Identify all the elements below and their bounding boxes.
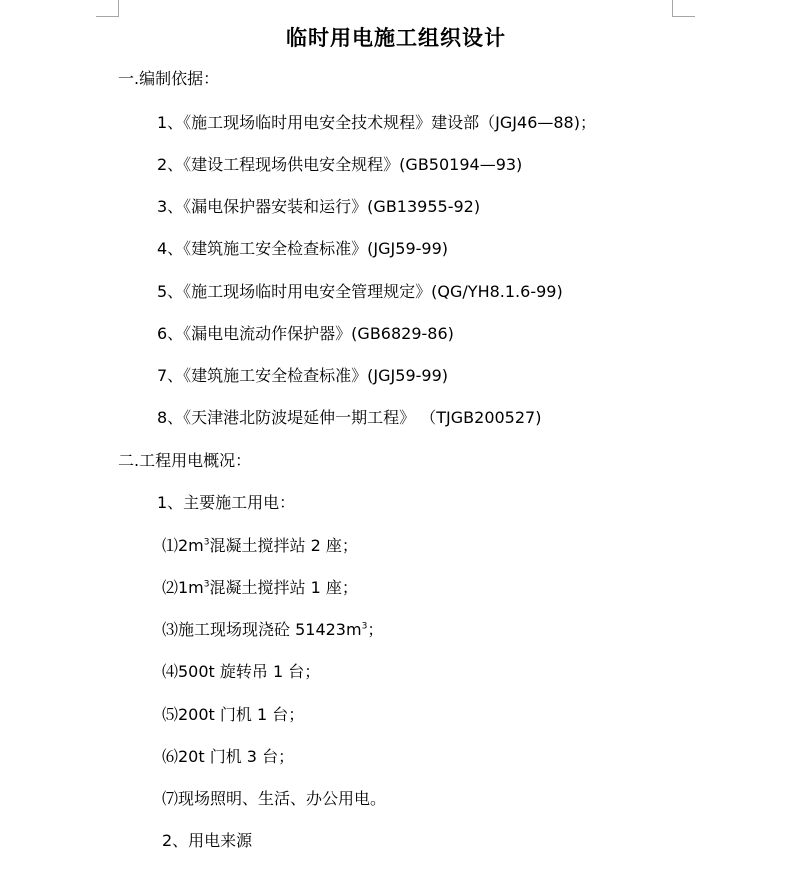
basis-item: 5、《施工现场临时用电安全管理规定》(QG/YH8.1.6-99) <box>157 282 563 301</box>
power-item-text: 混凝土搅拌站 2 座； <box>209 536 358 555</box>
power-item <box>162 535 358 557</box>
power-item <box>162 577 358 599</box>
sub-heading-main-power: 1、主要施工用电： <box>157 493 296 512</box>
power-item: ⑷500t 旋转吊 1 台； <box>162 662 321 681</box>
basis-item: 3、《漏电保护器安装和运行》(GB13955-92) <box>157 197 481 216</box>
basis-item: 8、《天津港北防波堤延伸一期工程》 （TJGB200527) <box>157 408 542 427</box>
basis-item: 4、《建筑施工安全检查标准》(JGJ59-99) <box>157 239 448 258</box>
basis-item: 6、《漏电电流动作保护器》(GB6829-86) <box>157 324 454 343</box>
document-title: 临时用电施工组织设计 <box>286 26 506 50</box>
power-item-text: ⑴2m <box>162 536 204 555</box>
power-item: ⑸200t 门机 1 台； <box>162 705 305 724</box>
sub-heading-power-source: 2、用电来源 <box>162 831 253 850</box>
basis-item: 7、《建筑施工安全检查标准》(JGJ59-99) <box>157 366 448 385</box>
power-item: ⑹20t 门机 3 台； <box>162 747 295 766</box>
power-item-text: ⑵1m <box>162 578 204 597</box>
power-item-text: ⑶施工现场现浇砼 51423m <box>162 620 362 639</box>
superscript-unit: 3 <box>203 579 210 590</box>
superscript-unit: 3 <box>361 621 368 632</box>
power-item-text: 混凝土搅拌站 1 座； <box>209 578 358 597</box>
power-item: ⑺现场照明、生活、办公用电。 <box>162 789 387 808</box>
basis-item: 1、《施工现场临时用电安全技术规程》建设部（JGJ46—88)； <box>157 113 596 132</box>
basis-item: 2、《建设工程现场供电安全规程》(GB50194—93) <box>157 155 523 174</box>
superscript-unit: 3 <box>203 537 210 548</box>
section-heading-overview: 二.工程用电概况： <box>118 451 252 470</box>
page-corner-mark-right <box>672 0 695 17</box>
page-corner-mark-left <box>96 0 119 17</box>
power-item <box>162 619 383 641</box>
power-item-text: ； <box>367 620 384 639</box>
section-heading-basis: 一.编制依据： <box>118 69 220 88</box>
